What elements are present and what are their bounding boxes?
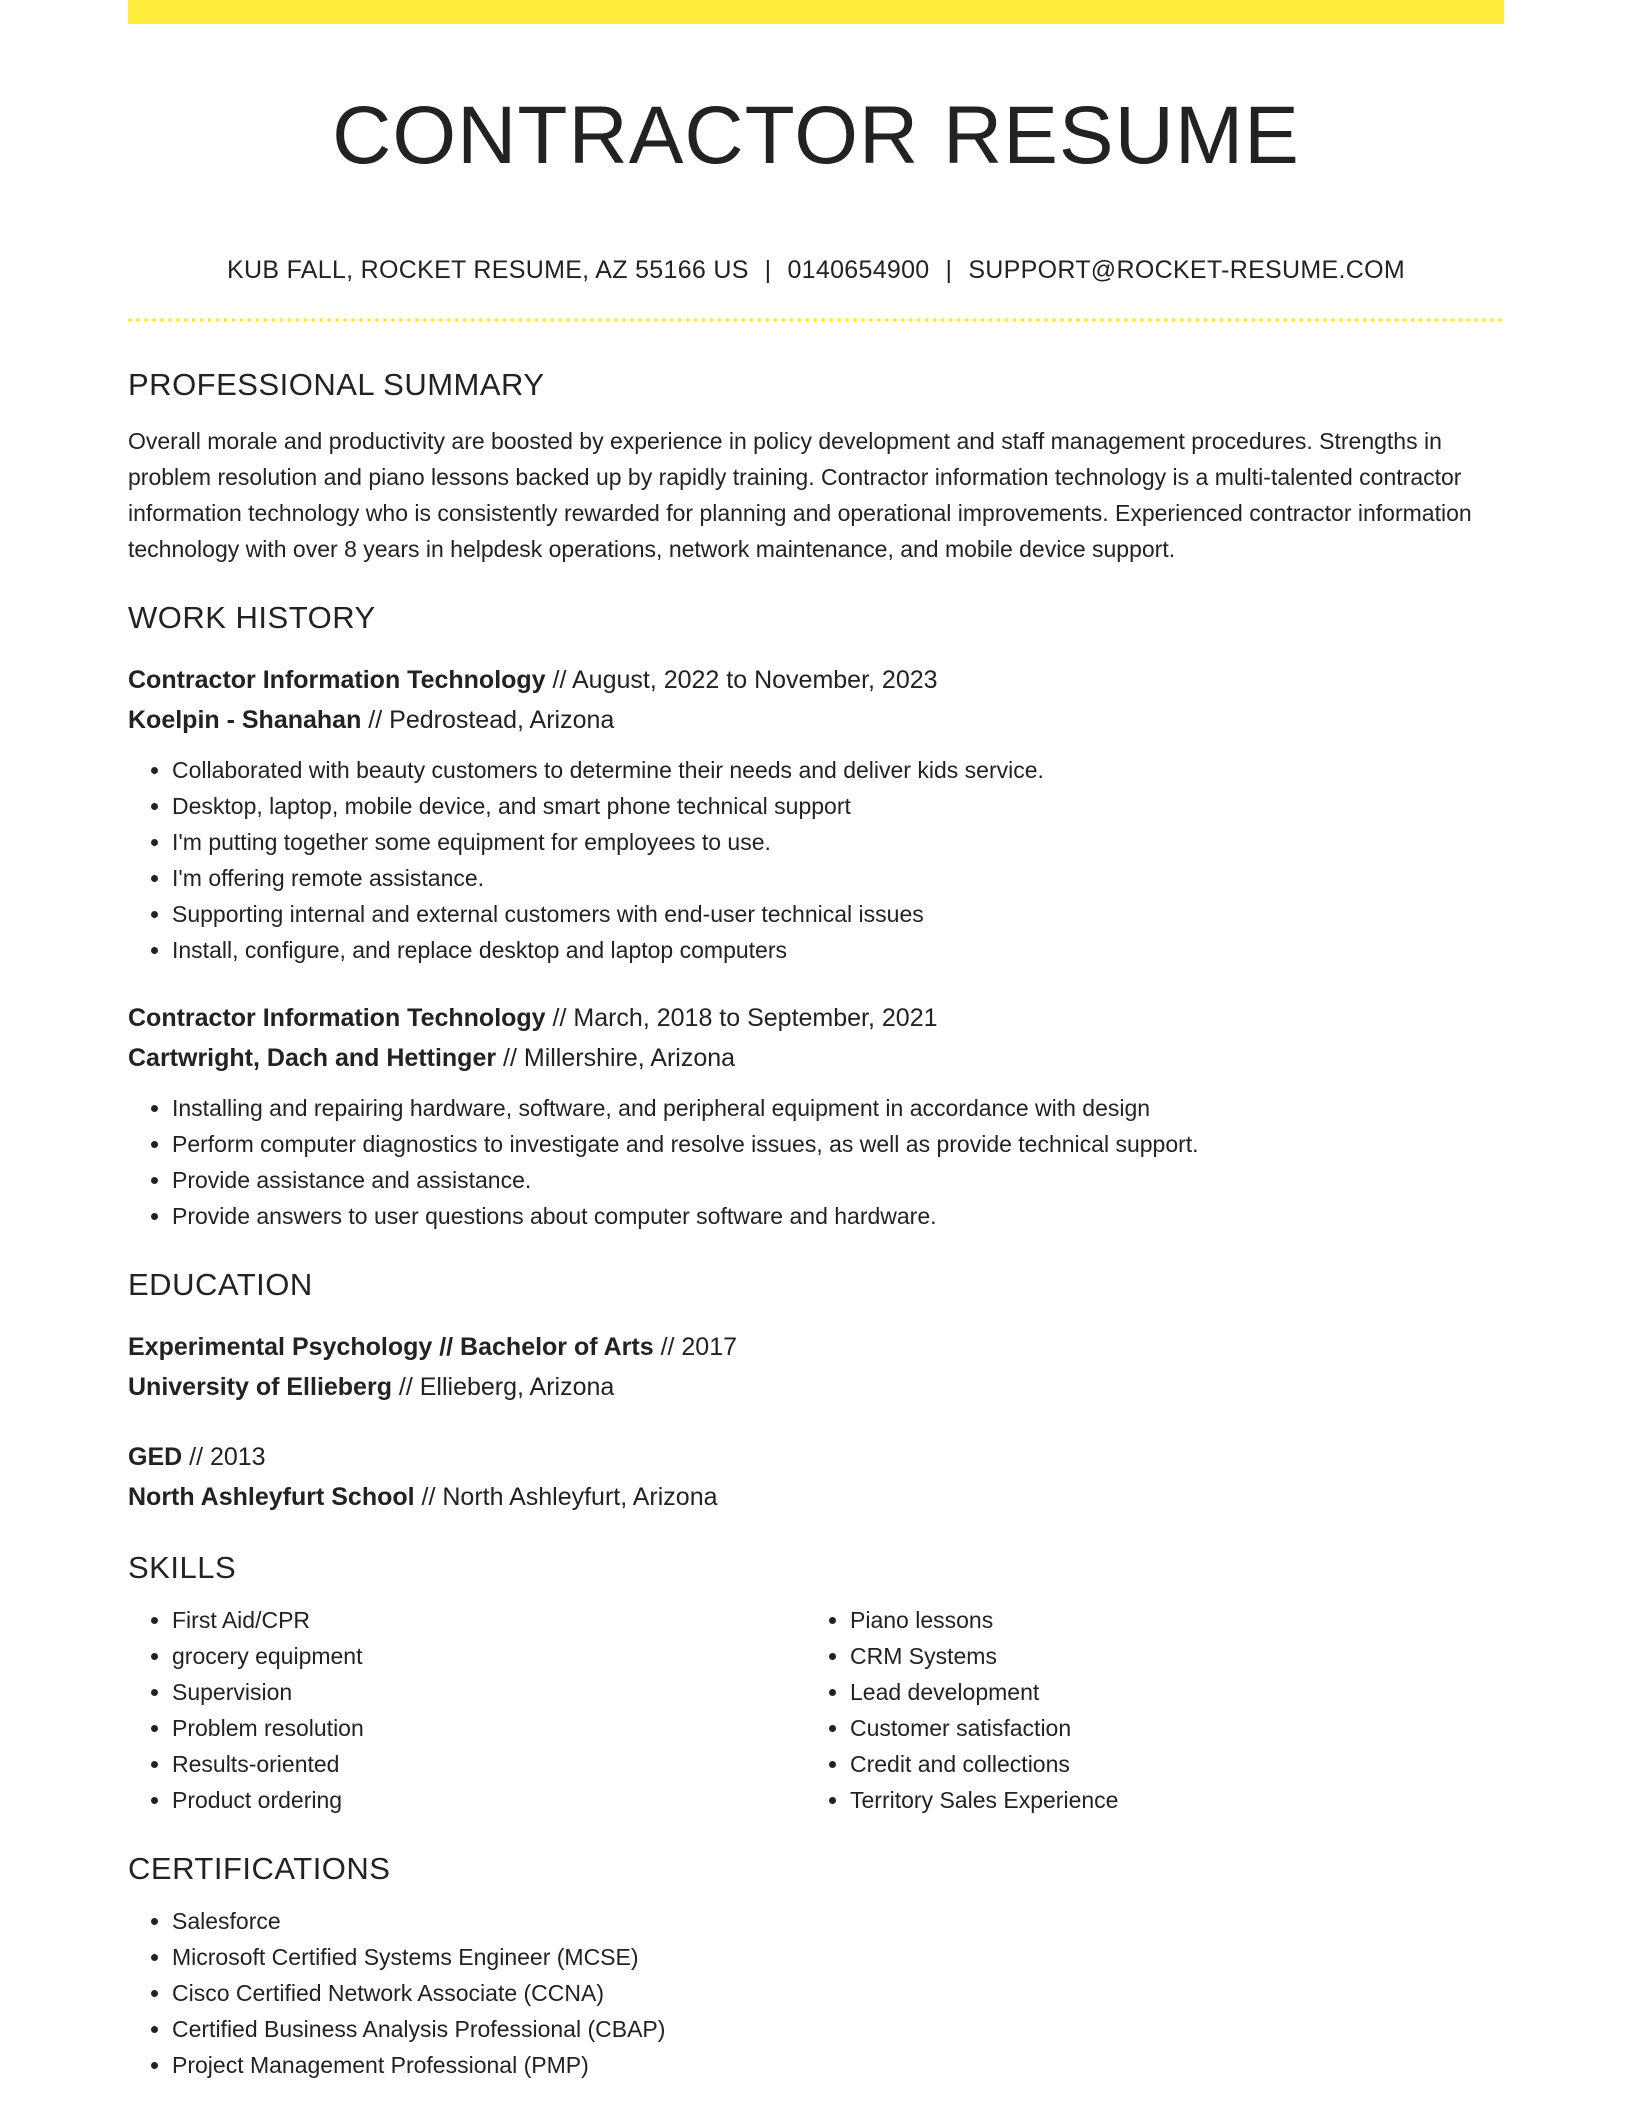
list-item: • Salesforce xyxy=(172,1903,1504,1939)
list-item: • Installing and repairing hardware, software, and peripheral equipment in accordance with design xyxy=(172,1090,1504,1126)
list-item: • Piano lessons xyxy=(850,1602,1484,1638)
job-title: Contractor Information Technology xyxy=(128,1004,546,1032)
education-entry xyxy=(128,1437,1504,1517)
skills-heading: SKILLS xyxy=(128,1550,237,1585)
list-item: • First Aid/CPR xyxy=(172,1602,806,1638)
resume-title: CONTRACTOR RESUME xyxy=(332,90,1300,181)
summary-heading: PROFESSIONAL SUMMARY xyxy=(128,367,545,402)
list-item: • Supporting internal and external customers with end-user technical issues xyxy=(172,896,1504,932)
skills-columns xyxy=(128,1602,1504,1818)
dotted-divider xyxy=(128,318,1504,322)
list-item: • I'm putting together some equipment for employees to use. xyxy=(172,824,1504,860)
list-item: • Results-oriented xyxy=(172,1746,806,1782)
education-school: University of Ellieberg xyxy=(128,1373,392,1401)
list-item: • Lead development xyxy=(850,1674,1484,1710)
education-year: // 2017 xyxy=(653,1333,738,1361)
contact-separator: | xyxy=(945,256,953,284)
job-location: // Millershire, Arizona xyxy=(496,1044,736,1072)
job-title-line xyxy=(128,660,1504,700)
contact-separator: | xyxy=(764,256,772,284)
top-accent-bar xyxy=(128,0,1504,24)
job-bullets xyxy=(128,752,1504,968)
contact-phone: 0140654900 xyxy=(787,256,930,284)
list-item: • CRM Systems xyxy=(850,1638,1484,1674)
list-item: • Desktop, laptop, mobile device, and smart phone technical support xyxy=(172,788,1504,824)
job-company: Cartwright, Dach and Hettinger xyxy=(128,1044,497,1072)
contact-address: KUB FALL, ROCKET RESUME, AZ 55166 US xyxy=(227,256,749,284)
list-item: • Perform computer diagnostics to investigate and resolve issues, as well as provide technical support. xyxy=(172,1126,1504,1162)
education-degree-line xyxy=(128,1437,1504,1477)
work-history-heading: WORK HISTORY xyxy=(128,600,376,635)
education-entry xyxy=(128,1327,1504,1407)
contact-line xyxy=(128,254,1504,286)
job-company-line xyxy=(128,700,1504,740)
education-school: North Ashleyfurt School xyxy=(128,1483,415,1511)
list-item: • Certified Business Analysis Professional (CBAP) xyxy=(172,2011,1504,2047)
education-school-line xyxy=(128,1477,1504,1517)
list-item: • Cisco Certified Network Associate (CCNA) xyxy=(172,1975,1504,2011)
summary-text: Overall morale and productivity are boosted by experience in policy development and staff management procedures. Strengths in problem resolution and piano lessons backed up by rapidly training. Contractor information technology is a multi-talented contractor information technology who is consistently rewarded for planning and operational improvements. Experienced contractor information technology with over 8 years in helpdesk operations, network maintenance, and mobile device support. xyxy=(128,428,1472,562)
job-entry xyxy=(128,998,1504,1234)
list-item: • Provide answers to user questions about computer software and hardware. xyxy=(172,1198,1504,1234)
list-item: • Credit and collections xyxy=(850,1746,1484,1782)
contact-email: SUPPORT@ROCKET-RESUME.COM xyxy=(968,256,1405,284)
education-school-line xyxy=(128,1367,1504,1407)
job-company-line xyxy=(128,1038,1504,1078)
education-location: // North Ashleyfurt, Arizona xyxy=(414,1483,718,1511)
list-item: • Territory Sales Experience xyxy=(850,1782,1484,1818)
job-location: // Pedrostead, Arizona xyxy=(361,706,615,734)
education-year: // 2013 xyxy=(182,1443,266,1471)
list-item: • Customer satisfaction xyxy=(850,1710,1484,1746)
job-title-line xyxy=(128,998,1504,1038)
education-degree: Experimental Psychology // Bachelor of Arts xyxy=(128,1333,654,1361)
skills-list-left xyxy=(128,1602,806,1818)
list-item: • Supervision xyxy=(172,1674,806,1710)
job-dates: // March, 2018 to September, 2021 xyxy=(545,1004,938,1032)
list-item: • Product ordering xyxy=(172,1782,806,1818)
education-location: // Ellieberg, Arizona xyxy=(391,1373,615,1401)
job-dates: // August, 2022 to November, 2023 xyxy=(545,666,938,694)
skills-list-right xyxy=(806,1602,1484,1818)
education-degree-line xyxy=(128,1327,1504,1367)
education-degree: GED xyxy=(128,1443,183,1471)
job-title: Contractor Information Technology xyxy=(128,666,546,694)
list-item: • Project Management Professional (PMP) xyxy=(172,2047,1504,2083)
list-item: • Install, configure, and replace desktop and laptop computers xyxy=(172,932,1504,968)
list-item: • grocery equipment xyxy=(172,1638,806,1674)
job-bullets xyxy=(128,1090,1504,1234)
list-item: • Problem resolution xyxy=(172,1710,806,1746)
list-item: • I'm offering remote assistance. xyxy=(172,860,1504,896)
job-entry xyxy=(128,660,1504,968)
education-heading: EDUCATION xyxy=(128,1267,313,1302)
list-item: • Collaborated with beauty customers to determine their needs and deliver kids service. xyxy=(172,752,1504,788)
list-item: • Microsoft Certified Systems Engineer (MCSE) xyxy=(172,1939,1504,1975)
list-item: • Provide assistance and assistance. xyxy=(172,1162,1504,1198)
certifications-list xyxy=(128,1903,1504,2083)
certifications-heading: CERTIFICATIONS xyxy=(128,1851,391,1886)
resume-page xyxy=(128,0,1504,2083)
job-company: Koelpin - Shanahan xyxy=(128,706,362,734)
